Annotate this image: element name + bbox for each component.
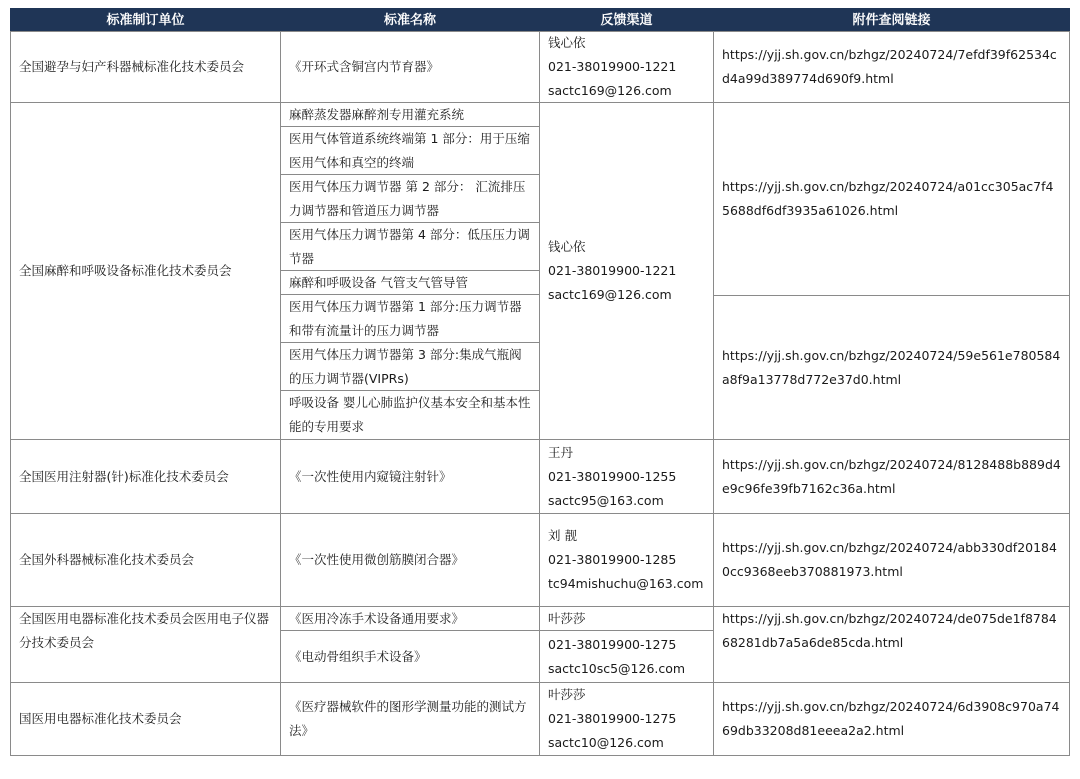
row2-standard-5: 麻醉和呼吸设备 气管支气管导管 (280, 270, 540, 295)
row4-link[interactable]: https://yjj.sh.gov.cn/bzhgz/20240724/abb330df201840cc9368eeb370881973.html (713, 513, 1070, 607)
header-feedback: 反馈渠道 (539, 8, 714, 32)
row5-email: sactc10sc5@126.com (548, 660, 686, 676)
row1-email: sactc169@126.com (548, 83, 672, 98)
row2-standard-3: 医用气体压力调节器 第 2 部分： 汇流排压力调节器和管道压力调节器 (280, 174, 540, 223)
header-link: 附件查阅链接 (713, 8, 1070, 32)
row2-standard-2: 医用气体管道系统终端第 1 部分：用于压缩医用气体和真空的终端 (280, 126, 540, 175)
row1-standard: 《开环式含铜宫内节育器》 (280, 31, 540, 103)
row2-email: sactc169@126.com (548, 287, 672, 302)
row3-phone: 021-38019900-1255 (548, 468, 677, 484)
row4-unit: 全国外科器械标准化技术委员会 (10, 513, 281, 607)
row3-link[interactable]: https://yjj.sh.gov.cn/bzhgz/20240724/8128488b889d4e9c96fe39fb7162c36a.html (713, 439, 1070, 514)
row2-standard-1: 麻醉蒸发器麻醉剂专用灌充系统 (280, 102, 540, 127)
row2-link-b[interactable]: https://yjj.sh.gov.cn/bzhgz/20240724/59e561e780584a8f9a13778d772e37d0.html (713, 295, 1070, 440)
row2-standard-6: 医用气体压力调节器第 1 部分:压力调节器和带有流量计的压力调节器 (280, 294, 540, 343)
row3-contact: 王丹 (548, 444, 574, 460)
row5-contact-cell: 叶莎莎 (539, 606, 714, 631)
row6-standard: 《医疗器械软件的图形学测量功能的测试方法》 (280, 682, 540, 756)
row6-contact: 叶莎莎 (548, 687, 586, 702)
row5-standard-a: 《医用冷冻手术设备通用要求》 (280, 606, 540, 631)
row6-unit: 国医用电器标准化技术委员会 (10, 682, 281, 756)
row3-standard: 《一次性使用内窥镜注射针》 (280, 439, 540, 514)
row3-unit: 全国医用注射器(针)标准化技术委员会 (10, 439, 281, 514)
row6-link[interactable]: https://yjj.sh.gov.cn/bzhgz/20240724/6d3908c970a7469db33208d81eeea2a2.html (713, 682, 1070, 756)
row5-unit: 全国医用电器标准化技术委员会医用电子仪器分技术委员会 (10, 606, 281, 683)
row4-feedback (539, 513, 714, 607)
row1-link[interactable]: https://yjj.sh.gov.cn/bzhgz/20240724/7efdf39f62534cd4a99d389774d690f9.html (713, 31, 1070, 103)
row3-feedback (539, 439, 714, 514)
row6-phone: 021-38019900-1275 (548, 711, 677, 726)
row3-email: sactc95@163.com (548, 492, 664, 508)
row2-standard-7: 医用气体压力调节器第 3 部分:集成气瓶阀的压力调节器(VIPRs) (280, 342, 540, 391)
row4-phone: 021-38019900-1285 (548, 552, 677, 567)
row5-link[interactable]: https://yjj.sh.gov.cn/bzhgz/20240724/de075de1f878468281db7a5a6de85cda.html (713, 606, 1070, 683)
row2-unit: 全国麻醉和呼吸设备标准化技术委员会 (10, 102, 281, 440)
row2-contact: 钱心依 (548, 239, 586, 254)
row2-feedback (539, 102, 714, 440)
row4-standard: 《一次性使用微创筋膜闭合器》 (280, 513, 540, 607)
row1-unit: 全国避孕与妇产科器械标准化技术委员会 (10, 31, 281, 103)
row2-standard-4: 医用气体压力调节器第 4 部分：低压压力调节器 (280, 222, 540, 271)
row6-feedback (539, 682, 714, 756)
row2-phone: 021-38019900-1221 (548, 263, 677, 278)
row5-standard-b: 《电动骨组织手术设备》 (280, 630, 540, 683)
row5-feedback (539, 630, 714, 683)
row6-email: sactc10@126.com (548, 735, 664, 750)
row1-feedback (539, 31, 714, 103)
row4-email: tc94mishuchu@163.com (548, 576, 704, 591)
row2-standard-8: 呼吸设备 婴儿心肺监护仪基本安全和基本性能的专用要求 (280, 390, 540, 440)
row2-link-a[interactable]: https://yjj.sh.gov.cn/bzhgz/20240724/a01cc305ac7f45688df6df3935a61026.html (713, 102, 1070, 296)
row1-contact: 钱心依 (548, 35, 586, 50)
row5-phone: 021-38019900-1275 (548, 636, 677, 652)
row4-contact: 刘 靓 (548, 528, 577, 543)
header-unit: 标准制订单位 (10, 8, 281, 32)
row1-phone: 021-38019900-1221 (548, 59, 677, 74)
header-standard-name: 标准名称 (280, 8, 540, 32)
standards-table (10, 8, 1070, 756)
